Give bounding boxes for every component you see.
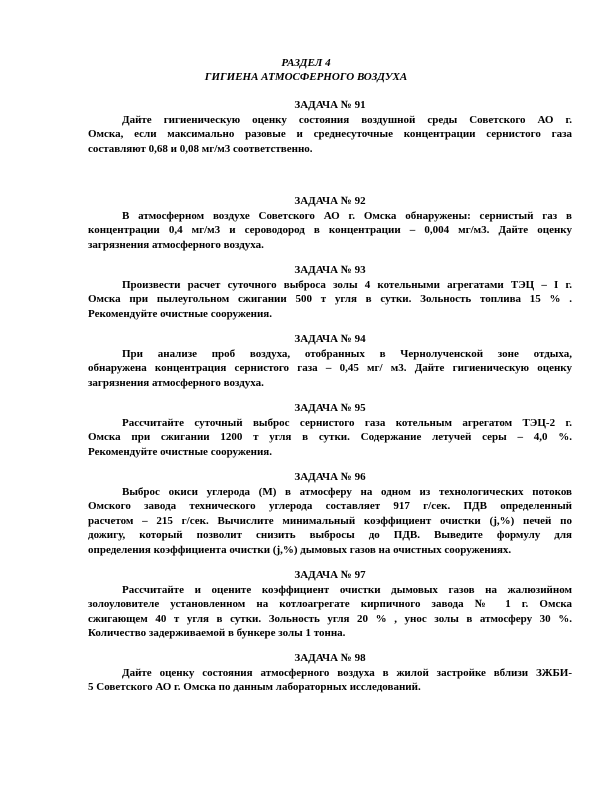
task-text-line: При анализе проб воздуха, отобранных в Чернолученской зоне отдыха, — [122, 348, 572, 360]
task-text-line: Рассчитайте суточный выброс сернистого газа котельным агрегатом ТЭЦ-2 г. — [122, 417, 572, 429]
task-93-body — [88, 278, 572, 321]
task-text-line: концентрации 0,4 мг/м3 и сероводород в концентрации – 0,004 мг/м3. Дайте оценку — [88, 224, 572, 237]
task-text-line: расчетом – 215 г/сек. Вычислите минимальный коэффициент очистки (j,%) печей по — [88, 514, 572, 527]
task-text-line: обнаружена концентрация сернистого газа – 0,45 мг/ м3. Дайте гигиеническую оценку — [88, 362, 572, 375]
task-text-line: определения коэффициента очистки (j,%) дымовых газов на очистных сооружениях. — [88, 543, 512, 556]
task-text-line: Дайте гигиеническую оценку состояния воздушной среды Советского АО г. — [122, 114, 572, 126]
task-text-line: Омского завода технического углерода составляет 917 г/сек. ПДВ определенный — [88, 500, 572, 513]
task-95-body — [88, 416, 572, 459]
task-96-title: ЗАДАЧА № 96 — [294, 471, 366, 483]
task-text-line: загрязнения атмосферного воздуха. — [88, 376, 264, 389]
task-98-title: ЗАДАЧА № 98 — [294, 652, 366, 664]
task-96-body — [88, 485, 572, 557]
task-text-line: Рассчитайте и оцените коэффициент очистки дымовых газов на жалюзийном — [122, 584, 572, 596]
task-94-body — [88, 347, 572, 390]
task-91-title: ЗАДАЧА № 91 — [294, 99, 366, 111]
task-95-title: ЗАДАЧА № 95 — [294, 402, 366, 414]
task-91-body — [88, 113, 572, 156]
task-97-body — [88, 583, 572, 641]
task-text-line: дожигу, который позволит снизить выбросы до ПДВ. Выведите формулу для — [88, 529, 572, 542]
task-text-line: В атмосферном воздухе Советского АО г. Омска обнаружены: сернистый газ в — [122, 210, 572, 222]
task-text-line: Дайте оценку состояния атмосферного воздуха в жилой застройке вблизи ЗЖБИ- — [122, 667, 572, 679]
task-text-line: Количество задерживаемой в бункере золы 1 тонна. — [88, 627, 346, 640]
task-93-title: ЗАДАЧА № 93 — [294, 264, 366, 276]
task-text-line: 5 Советского АО г. Омска по данным лабораторных исследований. — [88, 681, 421, 694]
task-text-line: Произвести расчет суточного выброса золы 4 котельными агрегатами ТЭЦ – I г. — [122, 279, 572, 291]
task-94-title: ЗАДАЧА № 94 — [294, 333, 366, 345]
task-text-line: составляют 0,68 и 0,08 мг/м3 соответственно. — [88, 142, 313, 155]
section-title: ГИГИЕНА АТМОСФЕРНОГО ВОЗДУХА — [204, 71, 408, 83]
task-text-line: Омска при сжигании 1200 т угля в сутки. Содержание летучей серы – 4,0 %. — [88, 431, 572, 444]
task-text-line: Рекомендуйте очистные сооружения. — [88, 445, 272, 458]
task-97-title: ЗАДАЧА № 97 — [294, 569, 366, 581]
task-text-line: Выброс окиси углерода (М) в атмосферу на одном из технологических потоков — [122, 486, 572, 498]
section-number: РАЗДЕЛ 4 — [281, 57, 331, 69]
task-text-line: загрязнения атмосферного воздуха. — [88, 238, 264, 251]
task-text-line: золоуловителе установленном на котлоагрегате кирпичного завода № 1 г. Омска — [88, 598, 572, 611]
task-98-body — [88, 666, 572, 695]
task-92-body — [88, 209, 572, 252]
task-text-line: Омска, если максимально разовые и среднесуточные концентрации сернистого газа — [88, 128, 572, 141]
task-92-title: ЗАДАЧА № 92 — [294, 195, 366, 207]
task-text-line: сжигающем 40 т угля в сутки. Зольность угля 20 % , унос золы в атмосферу 30 %. — [88, 612, 572, 625]
task-text-line: Рекомендуйте очистные сооружения. — [88, 307, 272, 320]
task-text-line: Омска при пылеугольном сжигании 500 т угля в сутки. Зольность топлива 15 % . — [88, 293, 572, 306]
